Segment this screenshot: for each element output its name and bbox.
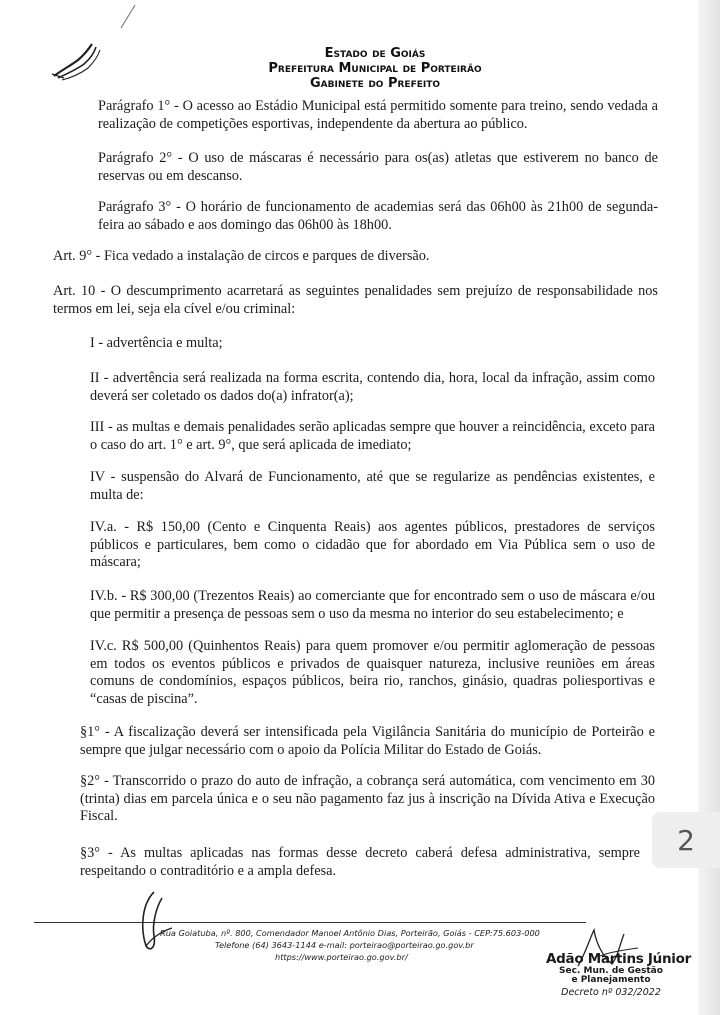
item-i: I - advertência e multa; [90,335,223,351]
paragraph-sec-3: §3° - As multas aplicadas nas formas desse decreto caberá defesa administrativa, sempre respeitando o contraditório e a ampla defesa. [80,845,640,879]
item-ii: II - advertência será realizada na forma escrita, contendo dia, hora, local da infração, assim como deverá ser coletado os dados do(a) infrator(a); [90,370,655,404]
item-iv-a: IV.a. - R$ 150,00 (Cento e Cinquenta Reais) aos agentes públicos, prestadores de serviços públicos e particulares, bem como o cidadão que for abordado em Via Pública sem o uso de máscara; [90,519,655,570]
item-iv: IV - suspensão do Alvará de Funcionamento, até que se regularize as pendências existentes, e multa de: [90,469,655,503]
item-iv-b: IV.b. - R$ 300,00 (Trezentos Reais) ao comerciante que for encontrado sem o uso de máscara e/ou que permitir a presença de pessoas sem o uso da mesma no interior do seu estabelecimento; e [90,588,655,622]
paragraph-sec-2: §2° - Transcorrido o prazo do auto de infração, a cobrança será automática, com vencimento em 30 (trinta) dias em parcela única e o seu não pagamento faz jus à inscrição na Dívida Ativa e Execução Fiscal. [80,773,655,824]
footer-contact: Telefone (64) 3643-1144 e-mail: porteirao@porteirao.go.gov.br [215,940,474,950]
header-office: Gabinete do Prefeito [309,76,441,91]
footer-address-block [160,927,540,963]
header-municipality: Prefeitura Municipal de Porteirão [268,61,482,76]
paragraph-1: Parágrafo 1° - O acesso ao Estádio Municipal está permitido somente para treino, sendo vedada a realização de competições esportivas, independente da abertura ao público. [98,98,658,132]
header-state: Estado de Goiás [324,46,426,61]
footer-divider [34,922,586,923]
item-iii: III - as multas e demais penalidades serão aplicadas sempre que houver a reincidência, exceto para o caso do art. 1° e art. 9°, que será aplicada de imediato; [90,419,655,453]
footer-website: https://www.porteirao.go.gov.br/ [275,952,408,962]
article-9: Art. 9° - Fica vedado a instalação de circos e parques de diversão. [53,248,430,264]
article-10: Art. 10 - O descumprimento acarretará as seguintes penalidades sem prejuízo de responsabilidade nos termos em lei, seja ela cível e/ou criminal: [53,283,658,317]
signer-role-line-2: e Planejamento [571,975,651,985]
decree-number: Decreto nº 032/2022 [561,986,661,998]
signer-role-line-1: Sec. Mun. de Gestão [559,965,663,976]
page-number-badge: 2 [652,812,720,868]
paragraph-3: Parágrafo 3° - O horário de funcionamento de academias será das 06h00 às 21h00 de segunda-feira ao sábado e aos domingo das 06h00 às 18h00. [98,199,658,233]
item-iv-c: IV.c. R$ 500,00 (Quinhentos Reais) para quem promover e/ou permitir aglomeração de pessoas em todos os eventos públicos e privados de quaisquer natureza, inclusive reuniões em áreas comuns de condomínios, espaços públicos, beira rio, ranchos, ginásio, quadras poliesportivas e “casas de piscina”. [90,638,655,707]
signature-stamp [546,951,691,998]
pen-mark-icon [118,4,138,30]
footer-address: Rua Goiatuba, nº. 800, Comendador Manoel Antônio Dias, Porteirão, Goiás - CEP:75.603-000 [160,928,540,938]
paragraph-2: Parágrafo 2° - O uso de máscaras é necessário para os(as) atletas que estiverem no banco de reservas ou em descanso. [98,150,658,184]
municipal-logo-icon [48,40,106,86]
letterhead [180,46,570,91]
signer-name: Adão Martins Júnior [546,951,691,967]
paragraph-sec-1: §1° - A fiscalização deverá ser intensificada pela Vigilância Sanitária do município de Porteirão e sempre que julgar necessário com o apoio da Polícia Militar do Estado de Goiás. [80,724,655,758]
